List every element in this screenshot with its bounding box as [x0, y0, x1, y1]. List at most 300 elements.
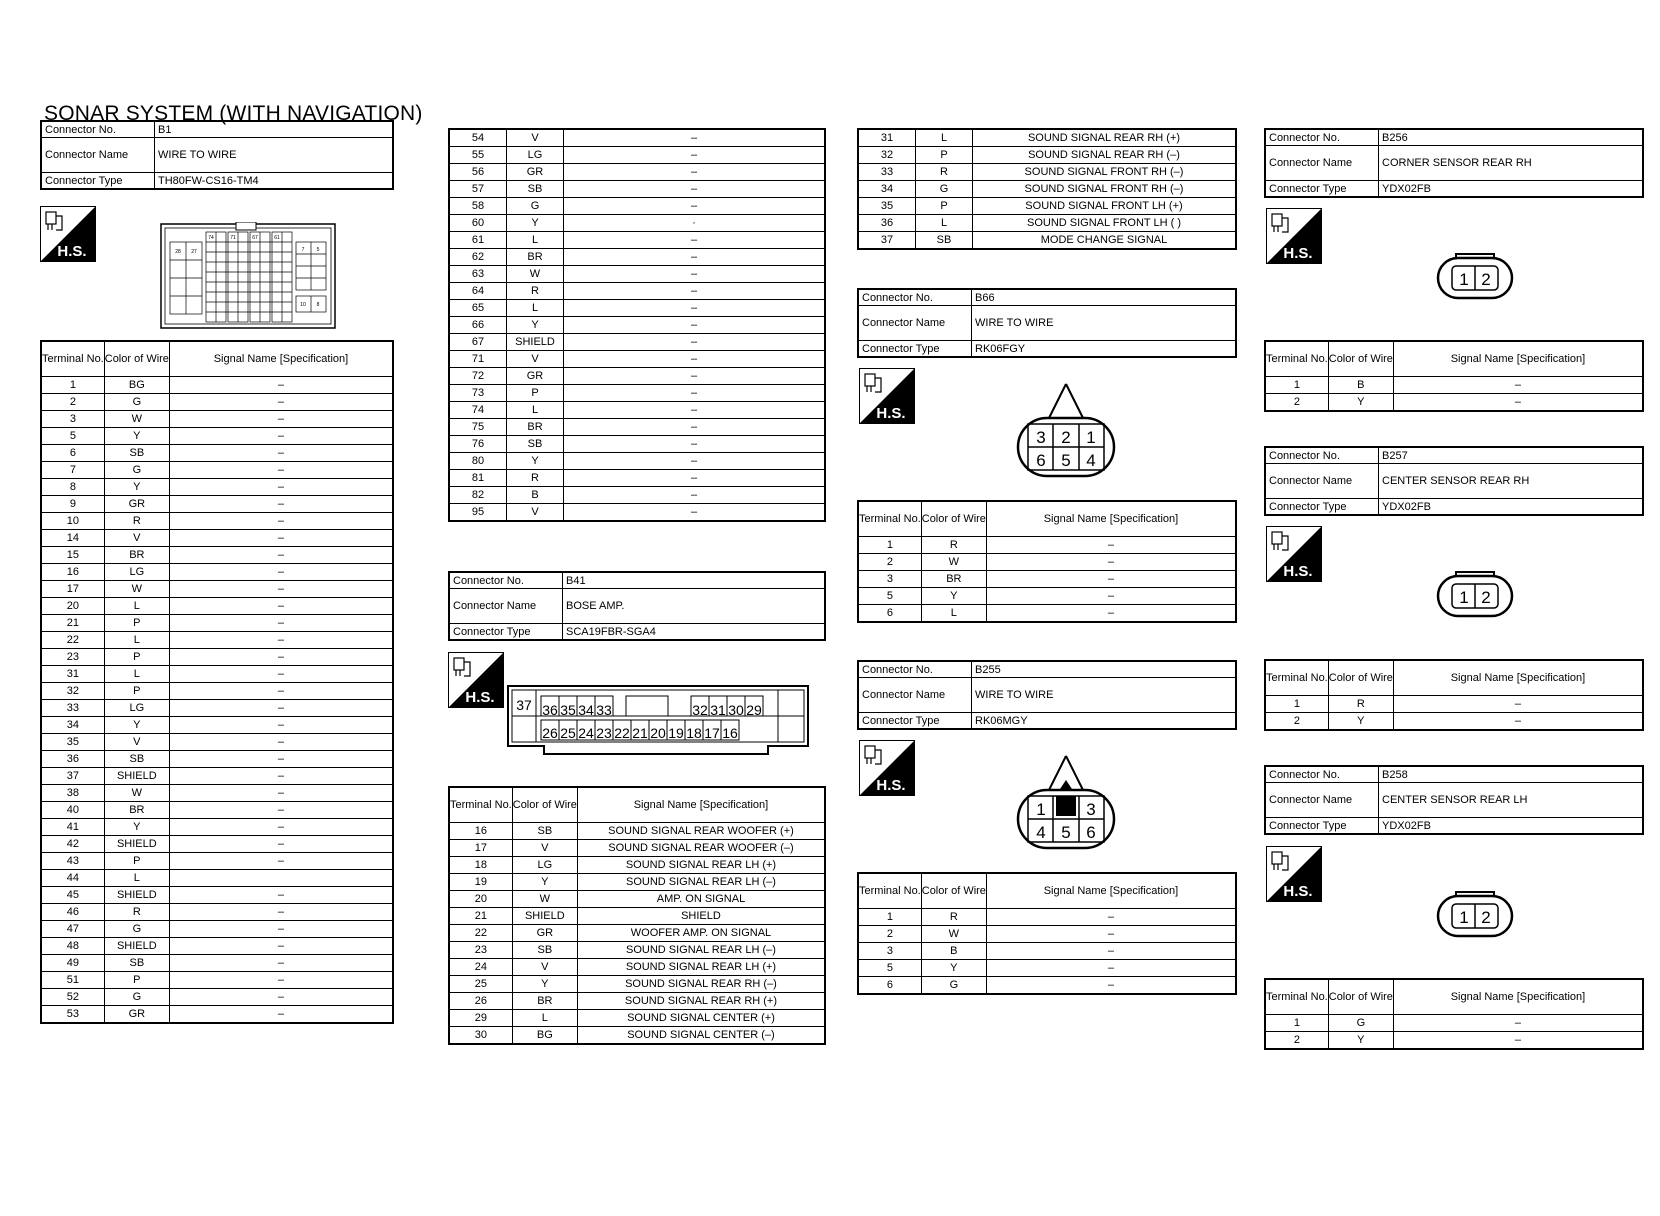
terminal-no-cell: 45: [41, 887, 104, 904]
signal-name-cell: –: [564, 436, 826, 453]
table-row: [449, 215, 825, 232]
table-row: [449, 300, 825, 317]
signal-name-cell: –: [986, 571, 1236, 588]
wire-color-cell: W: [104, 411, 169, 428]
signal-name-cell: –: [564, 504, 826, 522]
b41-pin-22: 22: [614, 725, 630, 741]
signal-name-cell: –: [564, 487, 826, 504]
signal-name-cell: –: [169, 836, 393, 853]
signal-name-cell: SOUND SIGNAL REAR LH (–): [577, 874, 825, 891]
wire-color-cell: Y: [104, 717, 169, 734]
table-row: [449, 453, 825, 470]
terminal-no-cell: 34: [858, 181, 916, 198]
terminal-no-cell: 31: [41, 666, 104, 683]
wire-color-cell: P: [104, 683, 169, 700]
wire-color-cell: GR: [507, 164, 564, 181]
wire-color-cell: L: [921, 605, 986, 623]
b41-pin-25: 25: [560, 725, 576, 741]
connector-no-value: B258: [1379, 766, 1644, 783]
signal-name-cell: –: [169, 445, 393, 462]
terminal-no-cell: 16: [41, 564, 104, 581]
terminal-no-cell: 52: [41, 989, 104, 1006]
table-row: [41, 479, 393, 496]
connector-no-value: B257: [1379, 447, 1644, 464]
terminal-no-cell: 73: [449, 385, 507, 402]
b1-pin-74: 74: [208, 235, 214, 241]
table-row: [858, 554, 1236, 571]
signal-name-cell: –: [169, 479, 393, 496]
terminal-no-cell: 10: [41, 513, 104, 530]
wire-color-cell: P: [507, 385, 564, 402]
connector-no-value: B66: [972, 289, 1237, 306]
wire-color-cell: SHIELD: [104, 768, 169, 785]
label-connector-name: Connector Name: [858, 306, 972, 341]
wire-color-cell: SHIELD: [512, 908, 577, 925]
table-row: [41, 564, 393, 581]
wire-color-cell: G: [104, 394, 169, 411]
b258-pin-table: [1264, 978, 1644, 1050]
hs-label: H.S.: [1283, 245, 1313, 262]
b257-connector-face-icon: [1436, 570, 1514, 623]
table-row: [41, 445, 393, 462]
table-row: [41, 649, 393, 666]
signal-name-cell: –: [564, 129, 826, 147]
signal-name-cell: [169, 870, 393, 887]
table-row: [41, 853, 393, 870]
wire-color-cell: P: [104, 853, 169, 870]
terminal-no-cell: 47: [41, 921, 104, 938]
wire-color-cell: L: [507, 300, 564, 317]
signal-name-cell: WOOFER AMP. ON SIGNAL: [577, 925, 825, 942]
signal-name-cell: –: [986, 588, 1236, 605]
terminal-no-cell: 2: [858, 926, 921, 943]
signal-name-cell: –: [1393, 1015, 1643, 1032]
b1-pin-67: 67: [252, 235, 258, 241]
label-connector-no: Connector No.: [858, 661, 972, 678]
wire-color-cell: L: [916, 129, 973, 147]
connector-b41-info: [448, 571, 826, 641]
hs-label: H.S.: [1283, 883, 1313, 900]
wire-color-cell: G: [507, 198, 564, 215]
wire-color-cell: SHIELD: [104, 836, 169, 853]
terminal-no-cell: 29: [449, 1010, 512, 1027]
signal-name-cell: –: [169, 819, 393, 836]
table-row: [449, 249, 825, 266]
wire-color-cell: BG: [104, 377, 169, 394]
signal-name-cell: SOUND SIGNAL FRONT LH (+): [973, 198, 1237, 215]
header-signal-name: Signal Name [Specification]: [1393, 341, 1643, 377]
terminal-no-cell: 23: [449, 942, 512, 959]
b256-pin-table: [1264, 340, 1644, 412]
b66-pin-4: 4: [1086, 451, 1096, 470]
header-color-of-wire: Color of Wire: [1328, 341, 1393, 377]
b255-pin-table: [857, 872, 1237, 995]
table-row: [41, 921, 393, 938]
table-row: [41, 734, 393, 751]
connector-name-value: WIRE TO WIRE: [972, 306, 1237, 341]
signal-name-cell: –: [564, 402, 826, 419]
wire-color-cell: P: [916, 198, 973, 215]
signal-name-cell: –: [986, 537, 1236, 554]
wire-color-cell: G: [104, 462, 169, 479]
terminal-no-cell: 1: [858, 909, 921, 926]
terminal-no-cell: 57: [449, 181, 507, 198]
wire-color-cell: L: [916, 215, 973, 232]
table-row: [858, 198, 1236, 215]
table-row: [858, 537, 1236, 554]
connector-type-value: RK06FGY: [972, 341, 1237, 358]
signal-name-cell: SHIELD: [577, 908, 825, 925]
terminal-no-cell: 63: [449, 266, 507, 283]
terminal-no-cell: 3: [858, 943, 921, 960]
wire-color-cell: BG: [512, 1027, 577, 1045]
signal-name-cell: –: [1393, 696, 1643, 713]
table-row: [1265, 1015, 1643, 1032]
signal-name-cell: –: [986, 909, 1236, 926]
table-row: [449, 198, 825, 215]
connector-type-value: TH80FW-CS16-TM4: [155, 173, 394, 190]
table-row: [449, 419, 825, 436]
b1-pin-27: 27: [191, 249, 197, 255]
table-row: [1265, 394, 1643, 412]
table-row: [858, 181, 1236, 198]
label-connector-no: Connector No.: [1265, 766, 1379, 783]
table-row: [41, 411, 393, 428]
terminal-no-cell: 9: [41, 496, 104, 513]
header-signal-name: Signal Name [Specification]: [986, 501, 1236, 537]
signal-name-cell: –: [169, 904, 393, 921]
table-row: [41, 887, 393, 904]
table-row: [449, 317, 825, 334]
terminal-no-cell: 32: [858, 147, 916, 164]
table-row: [449, 840, 825, 857]
hs-icon: [1266, 846, 1322, 902]
header-signal-name: Signal Name [Specification]: [577, 787, 825, 823]
terminal-no-cell: 72: [449, 368, 507, 385]
b256-connector-face-icon: [1436, 252, 1514, 305]
terminal-no-cell: 36: [41, 751, 104, 768]
b1-pin-7: 7: [301, 247, 305, 253]
b258-connector-face-icon: [1436, 890, 1514, 943]
b41-pin-34: 34: [578, 702, 594, 718]
table-row: [449, 402, 825, 419]
table-row: [858, 571, 1236, 588]
terminal-no-cell: 56: [449, 164, 507, 181]
terminal-no-cell: 2: [1265, 394, 1328, 412]
wire-color-cell: GR: [104, 496, 169, 513]
table-row: [858, 129, 1236, 147]
table-row: [41, 751, 393, 768]
connector-name-value: CORNER SENSOR REAR RH: [1379, 146, 1644, 181]
table-row: [449, 147, 825, 164]
terminal-no-cell: 2: [1265, 713, 1328, 731]
table-row: [41, 836, 393, 853]
signal-name-cell: –: [564, 351, 826, 368]
table-row: [41, 785, 393, 802]
wire-color-cell: L: [104, 666, 169, 683]
terminal-no-cell: 20: [41, 598, 104, 615]
table-row: [1265, 377, 1643, 394]
terminal-no-cell: 51: [41, 972, 104, 989]
signal-name-cell: –: [564, 334, 826, 351]
signal-name-cell: –: [169, 717, 393, 734]
terminal-no-cell: 26: [449, 993, 512, 1010]
wire-color-cell: GR: [512, 925, 577, 942]
terminal-no-cell: 34: [41, 717, 104, 734]
b1-pin-10: 10: [300, 302, 306, 308]
terminal-no-cell: 31: [858, 129, 916, 147]
signal-name-cell: –: [169, 377, 393, 394]
signal-name-cell: SOUND SIGNAL CENTER (–): [577, 1027, 825, 1045]
terminal-no-cell: 16: [449, 823, 512, 840]
b66-pin-table: [857, 500, 1237, 623]
signal-name-cell: –: [169, 921, 393, 938]
terminal-no-cell: 66: [449, 317, 507, 334]
connector-no-value: B256: [1379, 129, 1644, 146]
terminal-no-cell: 49: [41, 955, 104, 972]
terminal-no-cell: 82: [449, 487, 507, 504]
table-row: [41, 530, 393, 547]
terminal-no-cell: 21: [41, 615, 104, 632]
terminal-no-cell: 81: [449, 470, 507, 487]
signal-name-cell: –: [169, 768, 393, 785]
wire-color-cell: B: [507, 487, 564, 504]
b66-pin-2: 2: [1061, 428, 1071, 447]
page-title: SONAR SYSTEM (WITH NAVIGATION): [44, 102, 423, 125]
signal-name-cell: ·: [564, 215, 826, 232]
connector-b257-info: [1264, 446, 1644, 516]
b41-pin-36: 36: [542, 702, 558, 718]
header-terminal-no: Terminal No.: [41, 341, 104, 377]
table-row: [449, 959, 825, 976]
table-row: [449, 857, 825, 874]
connector-b1-info: [40, 120, 394, 190]
terminal-no-cell: 36: [858, 215, 916, 232]
wire-color-cell: R: [507, 283, 564, 300]
header-terminal-no: Terminal No.: [1265, 660, 1328, 696]
signal-name-cell: –: [564, 164, 826, 181]
label-connector-type: Connector Type: [41, 173, 155, 190]
b66-pin-5: 5: [1061, 451, 1071, 470]
terminal-no-cell: 33: [858, 164, 916, 181]
b257-pin-1: 1: [1459, 588, 1469, 607]
label-connector-type: Connector Type: [858, 341, 972, 358]
wire-color-cell: B: [1328, 377, 1393, 394]
wire-color-cell: L: [507, 232, 564, 249]
label-connector-name: Connector Name: [1265, 146, 1379, 181]
b257-pin-table: [1264, 659, 1644, 731]
wire-color-cell: W: [921, 554, 986, 571]
terminal-no-cell: 21: [449, 908, 512, 925]
signal-name-cell: –: [169, 394, 393, 411]
hs-icon: [859, 740, 915, 796]
signal-name-cell: –: [564, 249, 826, 266]
table-row: [41, 802, 393, 819]
terminal-no-cell: 3: [41, 411, 104, 428]
wire-color-cell: R: [104, 904, 169, 921]
terminal-no-cell: 61: [449, 232, 507, 249]
wire-color-cell: L: [512, 1010, 577, 1027]
label-connector-name: Connector Name: [1265, 464, 1379, 499]
terminal-no-cell: 62: [449, 249, 507, 266]
terminal-no-cell: 1: [41, 377, 104, 394]
b41-pin-35: 35: [560, 702, 576, 718]
signal-name-cell: –: [1393, 1032, 1643, 1050]
label-connector-name: Connector Name: [1265, 783, 1379, 818]
signal-name-cell: SOUND SIGNAL REAR RH (+): [577, 993, 825, 1010]
terminal-no-cell: 1: [1265, 1015, 1328, 1032]
table-row: [858, 605, 1236, 623]
hs-icon: [1266, 208, 1322, 264]
terminal-no-cell: 24: [449, 959, 512, 976]
table-row: [449, 129, 825, 147]
terminal-no-cell: 30: [449, 1027, 512, 1045]
hs-icon: [448, 652, 504, 708]
terminal-no-cell: 33: [41, 700, 104, 717]
wire-color-cell: SB: [507, 436, 564, 453]
terminal-no-cell: 41: [41, 819, 104, 836]
terminal-no-cell: 32: [41, 683, 104, 700]
wire-color-cell: V: [507, 504, 564, 522]
signal-name-cell: –: [169, 853, 393, 870]
table-row: [449, 925, 825, 942]
b1-pin-28: 28: [175, 249, 181, 255]
table-row: [41, 666, 393, 683]
wire-color-cell: BR: [104, 802, 169, 819]
terminal-no-cell: 67: [449, 334, 507, 351]
table-row: [41, 972, 393, 989]
b41-pin-20: 20: [650, 725, 666, 741]
wire-color-cell: SB: [104, 445, 169, 462]
header-terminal-no: Terminal No.: [449, 787, 512, 823]
wire-color-cell: Y: [512, 874, 577, 891]
wire-color-cell: Y: [507, 215, 564, 232]
signal-name-cell: –: [169, 700, 393, 717]
wire-color-cell: R: [1328, 696, 1393, 713]
hs-label: H.S.: [465, 689, 495, 706]
label-connector-no: Connector No.: [449, 572, 563, 589]
signal-name-cell: –: [564, 300, 826, 317]
terminal-no-cell: 80: [449, 453, 507, 470]
terminal-no-cell: 74: [449, 402, 507, 419]
header-color-of-wire: Color of Wire: [1328, 660, 1393, 696]
wire-color-cell: R: [916, 164, 973, 181]
label-connector-name: Connector Name: [449, 589, 563, 624]
connector-no-value: B41: [563, 572, 826, 589]
b41-connector-face-icon: [506, 684, 812, 761]
b41-pin-26: 26: [542, 725, 558, 741]
connector-b66-info: [857, 288, 1237, 358]
wire-color-cell: Y: [921, 588, 986, 605]
terminal-no-cell: 23: [41, 649, 104, 666]
terminal-no-cell: 53: [41, 1006, 104, 1024]
wire-color-cell: V: [507, 351, 564, 368]
signal-name-cell: –: [169, 887, 393, 904]
terminal-no-cell: 76: [449, 436, 507, 453]
wire-color-cell: G: [916, 181, 973, 198]
label-connector-type: Connector Type: [449, 624, 563, 641]
wire-color-cell: V: [104, 734, 169, 751]
b255-connector-face-icon: [1014, 754, 1118, 855]
signal-name-cell: –: [169, 751, 393, 768]
connector-type-value: YDX02FB: [1379, 181, 1644, 198]
signal-name-cell: –: [169, 530, 393, 547]
wire-color-cell: SHIELD: [507, 334, 564, 351]
wire-color-cell: W: [507, 266, 564, 283]
table-row: [41, 513, 393, 530]
signal-name-cell: –: [564, 385, 826, 402]
signal-name-cell: SOUND SIGNAL REAR LH (+): [577, 857, 825, 874]
wire-color-cell: P: [104, 649, 169, 666]
terminal-no-cell: 3: [858, 571, 921, 588]
table-row: [41, 1006, 393, 1024]
signal-name-cell: –: [169, 581, 393, 598]
terminal-no-cell: 15: [41, 547, 104, 564]
table-row: [41, 904, 393, 921]
signal-name-cell: SOUND SIGNAL REAR RH (–): [577, 976, 825, 993]
wire-color-cell: LG: [104, 564, 169, 581]
b255-pin-5: 5: [1061, 823, 1071, 842]
header-signal-name: Signal Name [Specification]: [1393, 979, 1643, 1015]
header-signal-name: Signal Name [Specification]: [986, 873, 1236, 909]
wire-color-cell: V: [507, 129, 564, 147]
terminal-no-cell: 25: [449, 976, 512, 993]
signal-name-cell: –: [986, 977, 1236, 995]
terminal-no-cell: 65: [449, 300, 507, 317]
table-row: [449, 470, 825, 487]
header-color-of-wire: Color of Wire: [512, 787, 577, 823]
b41-pin-table-b: [857, 128, 1237, 250]
wire-color-cell: W: [104, 785, 169, 802]
table-row: [41, 768, 393, 785]
signal-name-cell: –: [169, 938, 393, 955]
table-row: [449, 436, 825, 453]
label-connector-no: Connector No.: [41, 121, 155, 138]
signal-name-cell: –: [564, 283, 826, 300]
label-connector-name: Connector Name: [41, 138, 155, 173]
signal-name-cell: SOUND SIGNAL REAR LH (–): [577, 942, 825, 959]
wire-color-cell: P: [916, 147, 973, 164]
signal-name-cell: –: [564, 181, 826, 198]
wire-color-cell: B: [921, 943, 986, 960]
connector-b256-info: [1264, 128, 1644, 198]
terminal-no-cell: 18: [449, 857, 512, 874]
table-row: [449, 351, 825, 368]
b1-pin-61: 61: [274, 235, 280, 241]
b257-pin-2: 2: [1481, 588, 1491, 607]
table-row: [41, 428, 393, 445]
wire-color-cell: Y: [1328, 1032, 1393, 1050]
header-terminal-no: Terminal No.: [1265, 341, 1328, 377]
wire-color-cell: GR: [507, 368, 564, 385]
wire-color-cell: G: [104, 921, 169, 938]
hs-label: H.S.: [57, 243, 87, 260]
terminal-no-cell: 58: [449, 198, 507, 215]
hs-label: H.S.: [876, 405, 906, 422]
signal-name-cell: –: [564, 419, 826, 436]
b66-pin-1: 1: [1086, 428, 1096, 447]
b41-pin-table-a: [448, 786, 826, 1045]
b41-pin-33: 33: [596, 702, 612, 718]
signal-name-cell: –: [169, 785, 393, 802]
b256-pin-1: 1: [1459, 270, 1469, 289]
wire-color-cell: L: [104, 870, 169, 887]
header-signal-name: Signal Name [Specification]: [169, 341, 393, 377]
terminal-no-cell: 6: [858, 977, 921, 995]
b66-connector-face-icon: [1014, 382, 1118, 483]
signal-name-cell: –: [169, 955, 393, 972]
signal-name-cell: SOUND SIGNAL FRONT RH (–): [973, 164, 1237, 181]
